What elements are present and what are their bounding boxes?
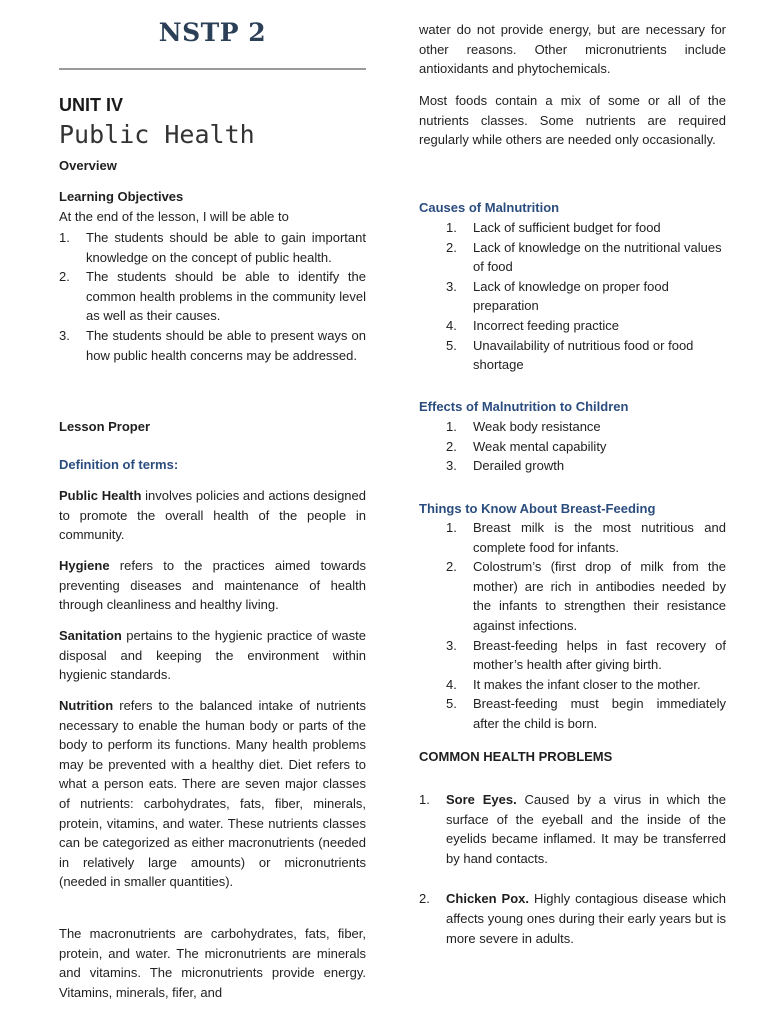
list-item: 1. Sore Eyes. Caused by a virus in which the surface of the eyeball and the inside of the eyelids became inflamed. It may be transferred by hand contacts. [419, 792, 726, 866]
list-item: 3. Lack of knowledge on proper food preparation [446, 278, 669, 314]
objectives-list [59, 228, 366, 365]
term-hygiene: Hygiene refers to the practices aimed towards preventing diseases and maintenance of health through cleanliness and healthy living. [59, 558, 366, 613]
header-divider [59, 68, 366, 70]
breastfeeding-heading: Things to Know About Breast-Feeding [419, 501, 656, 516]
list-item: 1. Weak body resistance [446, 419, 601, 434]
effects-list [446, 417, 726, 476]
list-item: 2. Lack of knowledge on the nutritional values of food [446, 239, 722, 275]
list-item: 2. The students should be able to identify the common health problems in the community level as well as their causes. [59, 269, 366, 324]
problems-list [419, 790, 726, 948]
list-item: 3. Breast-feeding helps in fast recovery of mother’s health after giving birth. [446, 637, 726, 673]
term-nutrition: Nutrition refers to the balanced intake of nutrients necessary to enable the human body or parts of the body to perform its functions. Many health problems may be prevented with a healthy diet. Diet refers to what a person eats. There are seven major classes of nutrients: carbohydrates, fats, fiber, minerals, protein, vitamins, and water. These nutrients classes can be categorized as either macronutrients (needed in relatively large amounts) or micronutrients (needed in smaller quantities). [59, 698, 366, 890]
course-title: NSTP 2 [158, 18, 267, 47]
unit-label: UNIT IV [59, 95, 124, 115]
list-item: 5. Unavailability of nutritious food or food shortage [446, 337, 694, 373]
foods-paragraph: Most foods contain a mix of some or all of the nutrients classes. Some nutrients are required regularly while others are needed only occasionally. [419, 93, 726, 148]
list-item: 3. The students should be able to present ways on how public health concerns may be addressed. [59, 327, 366, 363]
causes-list [446, 218, 726, 375]
list-item: 5. Breast-feeding must begin immediately after the child is born. [446, 696, 726, 731]
list-item: 4. Incorrect feeding practice [446, 317, 619, 333]
breastfeeding-list [446, 518, 726, 734]
causes-heading: Causes of Malnutrition [419, 200, 560, 215]
list-item: 1. Breast milk is the most nutritious and complete food for infants. [446, 520, 726, 555]
list-item: 3. Derailed growth [446, 458, 565, 474]
lesson-proper-heading: Lesson Proper [59, 419, 151, 434]
continued-paragraph: water do not provide energy, but are necessary for other reasons. Other micronutrients include antioxidants and phytochemicals. [419, 22, 726, 77]
list-item: 2. Weak mental capability [446, 438, 607, 454]
list-item: 4. It makes the infant closer to the mother. [446, 676, 701, 692]
list-item: 2. Chicken Pox. Highly contagious disease which affects young ones during their early years but is more severe in adults. [419, 891, 726, 946]
definition-heading: Definition of terms: [59, 457, 179, 472]
macronutrients-paragraph: The macronutrients are carbohydrates, fats, fiber, protein, and water. The micronutrients are minerals and vitamins. The micronutrients provide energy. Vitamins, minerals, fifer, and [59, 926, 366, 1000]
overview-heading: Overview [59, 158, 117, 173]
objectives-heading: Learning Objectives [59, 189, 184, 204]
topic-title: Public Health [59, 120, 255, 149]
list-item: 2. Colostrum’s (first drop of milk from the mother) are rich in antibodies needed by the infants to strengthen their resistance against infections. [446, 559, 726, 633]
effects-heading: Effects of Malnutrition to Children [419, 399, 629, 414]
list-item: 1. The students should be able to gain important knowledge on the concept of public health. [59, 230, 366, 265]
term-public-health: Public Health involves policies and actions designed to promote the overall health of the people in community. [59, 488, 366, 543]
common-health-heading: COMMON HEALTH PROBLEMS [419, 749, 613, 764]
objectives-intro: At the end of the lesson, I will be able to [59, 209, 289, 224]
list-item: 1. Lack of sufficient budget for food [446, 220, 661, 235]
term-sanitation: Sanitation pertains to the hygienic practice of waste disposal and keeping the environment within hygienic standards. [59, 628, 366, 683]
